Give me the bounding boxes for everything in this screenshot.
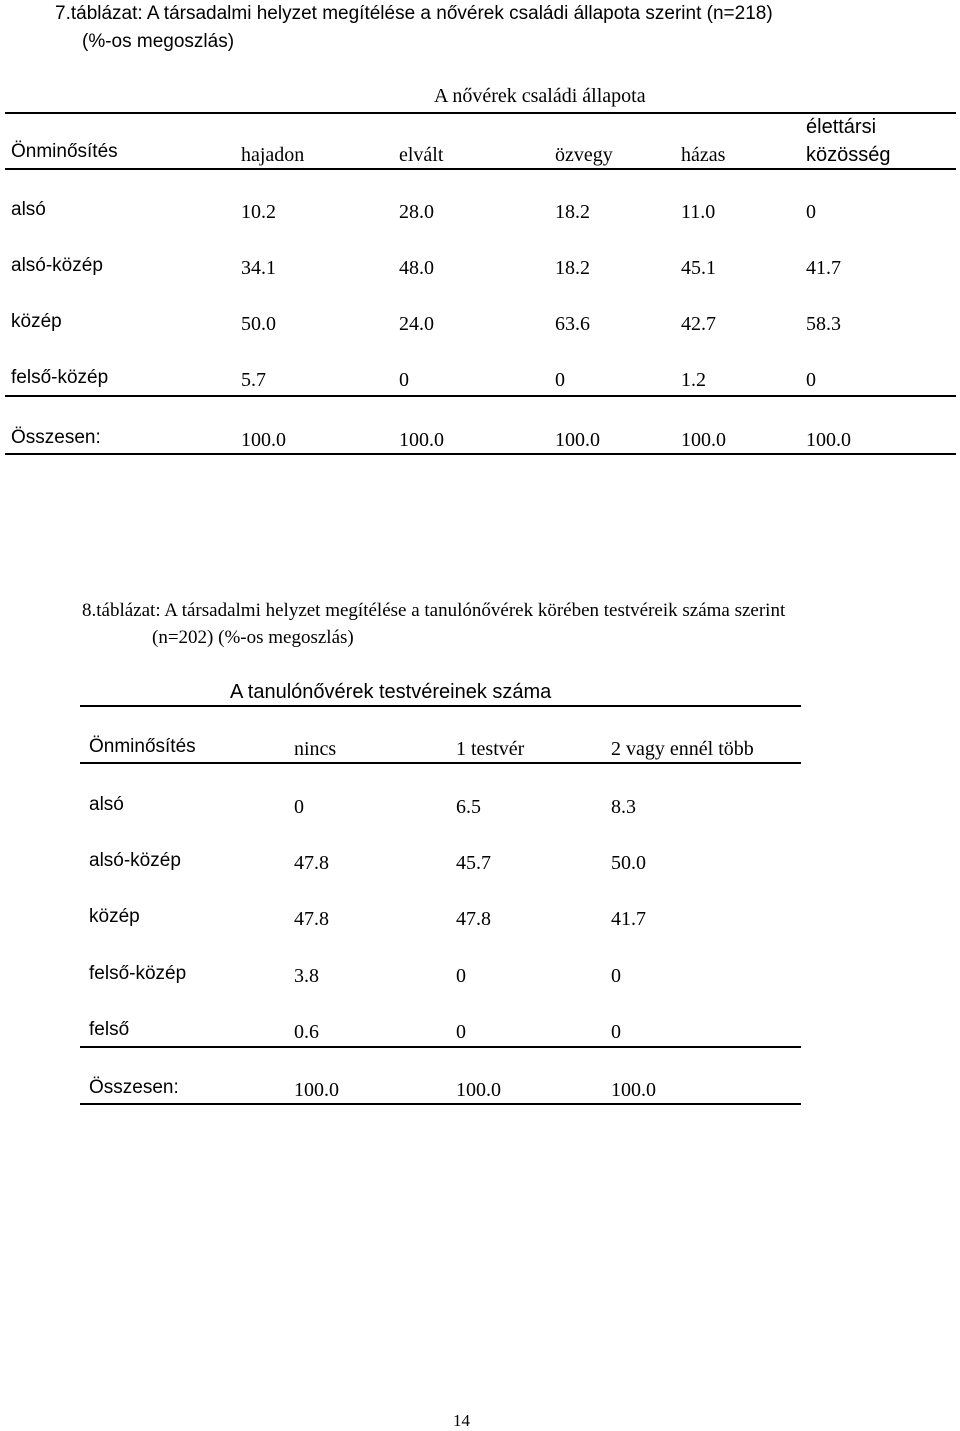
table7-header-rule xyxy=(5,168,956,170)
table8-top-rule xyxy=(80,705,801,707)
table8-header-rule xyxy=(80,762,801,764)
table7-cell: 0 xyxy=(555,369,565,391)
table7-cell: 18.2 xyxy=(555,201,590,223)
table7-cell: 42.7 xyxy=(681,313,716,335)
table7-cell: 0 xyxy=(806,369,816,391)
table7-cell: 11.0 xyxy=(681,201,716,223)
table7-col-elettarsi-line1: élettársi xyxy=(806,116,877,138)
table7-caption-line1: 7.táblázat: A társadalmi helyzet megítélése a nővérek családi állapota szerint (n=218) xyxy=(55,3,773,24)
table8-cell: 0 xyxy=(456,965,466,987)
table8-col-2-vagy-tobb: 2 vagy ennél több xyxy=(611,738,754,760)
table7-top-rule xyxy=(5,112,956,114)
table7-total-cell: 100.0 xyxy=(241,429,286,451)
table7-cell: 63.6 xyxy=(555,313,590,335)
table8-cell: 0.6 xyxy=(294,1021,319,1043)
table7-row-label: alsó-közép xyxy=(11,255,103,276)
table7-bottom-rule xyxy=(5,453,956,455)
table7-row-header: Önminősítés xyxy=(11,141,118,162)
table8-row-label: közép xyxy=(89,906,140,927)
table7-cell: 0 xyxy=(806,201,816,223)
table7-total-cell: 100.0 xyxy=(399,429,444,451)
table7-col-elettarsi-line2: közösség xyxy=(806,144,891,166)
table8-cell: 47.8 xyxy=(294,908,329,930)
table7-cell: 18.2 xyxy=(555,257,590,279)
table8-cell: 0 xyxy=(611,1021,621,1043)
table8-row-label: felső-közép xyxy=(89,963,187,984)
table8-total-cell: 100.0 xyxy=(456,1079,501,1101)
table7-cell: 34.1 xyxy=(241,257,276,279)
table8-total-label: Összesen: xyxy=(89,1077,179,1098)
table8-row-header: Önminősítés xyxy=(89,736,196,757)
table7-col-hazas: házas xyxy=(681,144,726,166)
table8-cell: 45.7 xyxy=(456,852,491,874)
table7-total-cell: 100.0 xyxy=(555,429,600,451)
table7-caption-line2: (%-os megoszlás) xyxy=(82,31,235,52)
table7-body-rule xyxy=(5,395,956,397)
table7-total-cell: 100.0 xyxy=(806,429,851,451)
table8-cell: 3.8 xyxy=(294,965,319,987)
table8-cell: 0 xyxy=(611,965,621,987)
table8-cell: 47.8 xyxy=(456,908,491,930)
table8-cell: 50.0 xyxy=(611,852,646,874)
table7-row-label: közép xyxy=(11,311,62,332)
table7-row-label: felső-közép xyxy=(11,367,109,388)
table8-cell: 0 xyxy=(456,1021,466,1043)
table7-cell: 48.0 xyxy=(399,257,434,279)
table7-row-label: alsó xyxy=(11,199,46,220)
table8-col-nincs: nincs xyxy=(294,738,337,760)
table7-group-header: A nővérek családi állapota xyxy=(434,85,646,107)
table7-cell: 1.2 xyxy=(681,369,706,391)
table7-cell: 0 xyxy=(399,369,409,391)
table8-body-rule xyxy=(80,1046,801,1048)
table7-cell: 50.0 xyxy=(241,313,276,335)
table7-col-ozvegy: özvegy xyxy=(555,144,613,166)
table8-bottom-rule xyxy=(80,1103,801,1105)
table7-total-label: Összesen: xyxy=(11,427,101,448)
table8-cell: 47.8 xyxy=(294,852,329,874)
table8-caption-line1: 8.táblázat: A társadalmi helyzet megítélése a tanulónővérek körében testvéreik száma szerint xyxy=(82,600,786,621)
table7-cell: 10.2 xyxy=(241,201,276,223)
table8-cell: 41.7 xyxy=(611,908,646,930)
page-number: 14 xyxy=(453,1411,470,1430)
table8-row-label: alsó xyxy=(89,794,124,815)
table7-col-hajadon: hajadon xyxy=(241,144,305,166)
table7-cell: 45.1 xyxy=(681,257,716,279)
table7-cell: 58.3 xyxy=(806,313,841,335)
table8-cell: 6.5 xyxy=(456,796,481,818)
table8-col-1-testver: 1 testvér xyxy=(456,738,525,760)
table7-total-cell: 100.0 xyxy=(681,429,726,451)
table8-group-header: A tanulónővérek testvéreinek száma xyxy=(230,681,552,703)
table8-total-cell: 100.0 xyxy=(294,1079,339,1101)
table8-caption-line2: (n=202) (%-os megoszlás) xyxy=(152,627,354,648)
table7-cell: 41.7 xyxy=(806,257,841,279)
table8-cell: 8.3 xyxy=(611,796,636,818)
table8-row-label: alsó-közép xyxy=(89,850,181,871)
table7-cell: 24.0 xyxy=(399,313,434,335)
table8-cell: 0 xyxy=(294,796,304,818)
table8-total-cell: 100.0 xyxy=(611,1079,656,1101)
table7-cell: 28.0 xyxy=(399,201,434,223)
table7-col-elvalt: elvált xyxy=(399,144,444,166)
table7-cell: 5.7 xyxy=(241,369,266,391)
table8-row-label: felső xyxy=(89,1019,130,1040)
